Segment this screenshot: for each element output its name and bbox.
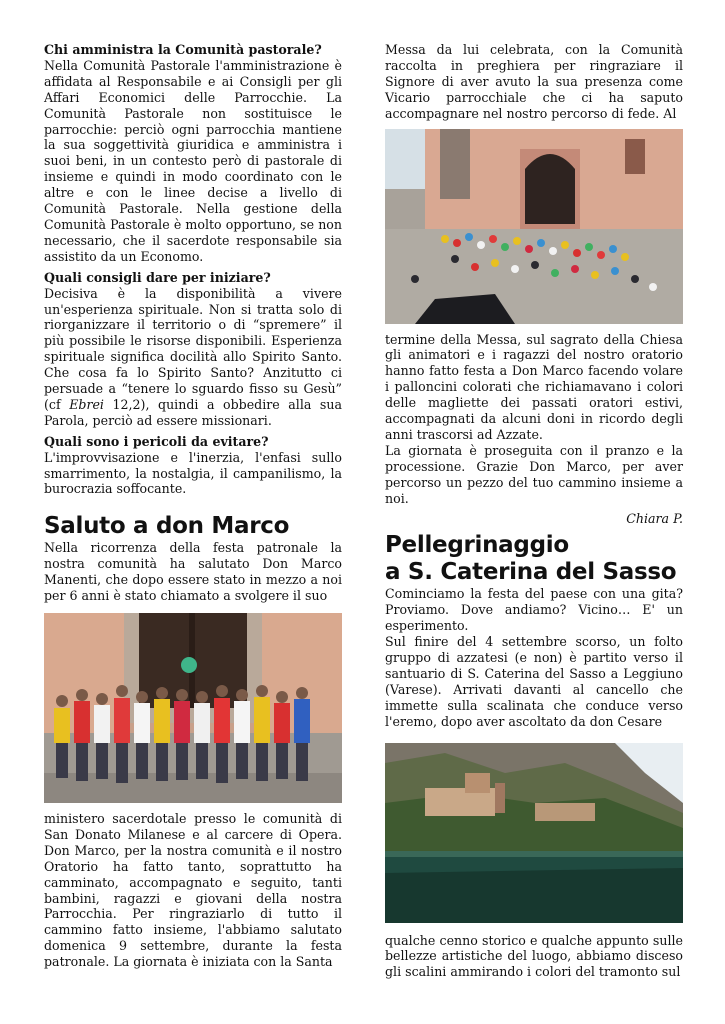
question-heading: Quali consigli dare per iniziare? [44,269,271,285]
paragraph: ministero sacerdotale presso le comunità di San Donato Milanese e al carcere di Opera. Don Marco, per la nostra comunità e il nostro Oratorio ha fatto tanto, soprattutto ha camminato, accompagnato e seguito, tanti bambini, ragazzi e giovani della nostra Parrocchia. Per ringraziarlo di tutto il cammino fatto insieme, l'abbiamo salutato domenica 9 settembre, durante la festa patronale. La giornata è iniziata con la Santa [44,811,342,970]
paragraph: L'improvvisazione e l'inerzia, l'enfasi sullo smarrimento, la nostalgia, il campanilismo, la burocrazia soffocante. [44,449,342,497]
title-line-1: Pellegrinaggio [385,532,569,559]
question-heading: Quali sono i pericoli da evitare? [44,433,269,449]
paragraph: Decisiva è la disponibilità a vivere un'esperienza spirituale. Non si tratta solo di riorganizzare il territorio o di “spremere” il più possibile le risorse disponibili. Esperienza spirituale significa docilità allo Spirito Santo. Che cosa fa lo Spirito Santo? Anzitutto ci persuade a “tenere lo sguardo fisso su Gesù” (cf Ebrei 12,2), quindi a obbedire alla sua Parola, perciò ad essere missionari. [44,285,342,428]
churchyard-photo [385,129,683,324]
paragraph: Sul finire del 4 settembre scorso, un folto gruppo di azzatesi (e non) è partito verso il santuario di S. Caterina del Sasso a Leggiuno (Varese). Arrivati davanti al cancello che immette sulla scalinata che conduce verso l'eremo, dopo aver ascoltato da don Cesare [385,634,683,729]
paragraph: Cominciamo la festa del paese con una gita? Proviamo. Dove andiamo? Vicino… E' un esperimento. [385,586,683,634]
paragraph: termine della Messa, sul sagrato della Chiesa gli animatori e i ragazzi del nostro oratorio hanno fatto festa a Don Marco facendo volare i palloncini colorati che richiamavano i colori delle magliette dei passati oratori estivi, accompagnati da alcuni doni in ricordo degli anni trascorsi ad Azzate. [385,331,683,442]
title-line-2: a S. Caterina del Sasso [385,559,677,586]
signature: Chiara P. [626,510,683,526]
paragraph: La giornata è proseguita con il pranzo e la processione. Grazie Don Marco, per aver percorso un pezzo del tuo cammino insieme a noi. [385,442,683,506]
left-column [44,42,342,970]
paragraph: Messa da lui celebrata, con la Comunità raccolta in preghiera per ringraziare il Signore di aver avuto la sua presenza come Vicario parrocchiale che ci ha saputo accompagnare nel nostro percorso di fede. Al [385,42,683,121]
paragraph: qualche cenno storico e qualche appunto sulle bellezze artistiche del luogo, abbiamo disceso gli scalini ammirando i colori del tramonto sul [385,932,683,980]
question-heading: Chi amministra la Comunità pastorale? [44,42,322,57]
right-column [385,42,683,980]
hermitage-photo [385,743,683,923]
article-title: Saluto a don Marco [44,513,290,540]
group-photo [44,613,342,803]
paragraph: Nella Comunità Pastorale l'amministrazione è affidata al Responsabile e ai Consigli per gli Affari Economici delle Parrocchie. La Comunità Pastorale non sostituisce le parrocchie: perciò ogni parrocchia mantiene la sua soggettività giuridica e amministra i suoi beni, in un contesto però di pastorale di insieme e quindi in modo coordinato con le altre e con le linee decise a livello di Comunità Pastorale. Nella gestione della Comunità Pastorale è molto opportuno, se non necessario, che il sacerdote responsabile sia assistito da un Economo. [44,57,342,264]
paragraph: Nella ricorrenza della festa patronale la nostra comunità ha salutato Don Marco Manenti, che dopo essere stato in mezzo a noi per 6 anni è stato chiamato a svolgere il suo [44,540,342,604]
article-title [385,532,683,586]
